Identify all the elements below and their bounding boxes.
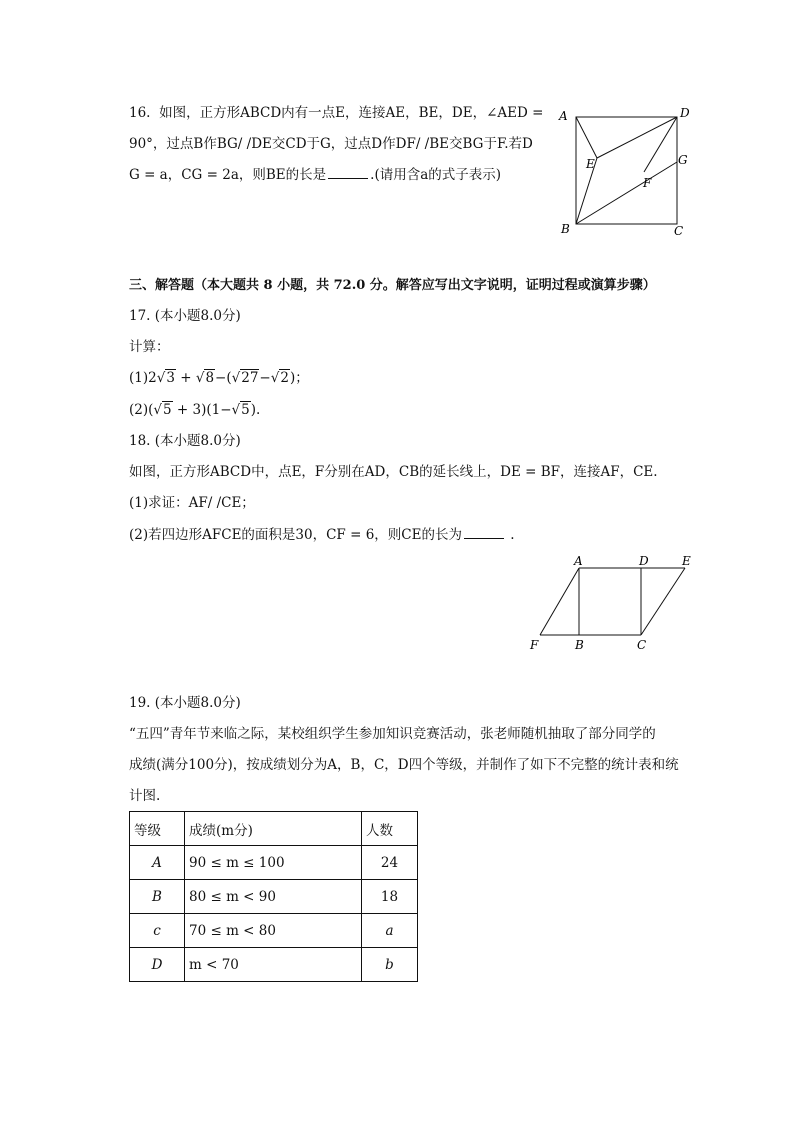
cell-grade: B	[130, 880, 185, 914]
table-row	[130, 914, 418, 948]
label-d: D	[639, 554, 649, 568]
cell-grade: A	[130, 846, 185, 880]
q16-line3	[129, 166, 501, 184]
cell-count: 18	[362, 880, 418, 914]
q18-title: 18. (本小题8.0分)	[129, 433, 241, 449]
q17-prompt: 计算：	[129, 339, 170, 355]
cell-grade: D	[130, 948, 185, 982]
label-a: A	[574, 554, 583, 568]
label-f: F	[530, 638, 539, 652]
cell-count: b	[362, 948, 418, 982]
label-f: F	[643, 176, 652, 190]
label-b: B	[561, 222, 570, 236]
section3-heading: 三、解答题（本大题共 8 小题，共 72.0 分。解答应写出文字说明，证明过程或演算步骤）	[129, 278, 656, 293]
q19-title: 19. (本小题8.0分)	[129, 695, 241, 711]
label-e: E	[682, 554, 691, 568]
label-a: A	[559, 109, 568, 123]
q17-part1: (1)2√3 + √8−(√27−√2)；	[129, 370, 309, 386]
segment-bg	[576, 162, 677, 224]
q16-line1	[129, 104, 543, 122]
header-count: 人数	[362, 812, 418, 846]
label-d: D	[680, 106, 690, 120]
label-c: C	[637, 638, 647, 652]
score-table	[129, 811, 418, 982]
q16-text-3b: .(请用含a的式子表示)	[370, 167, 502, 183]
cell-count: 24	[362, 846, 418, 880]
label-b: B	[575, 638, 584, 652]
segment-af	[540, 568, 579, 635]
q16-text-3a: G = a，CG = 2a，则BE的长是	[129, 167, 327, 183]
q16-answer-blank[interactable]	[328, 166, 368, 179]
q18-figure	[527, 552, 697, 652]
header-score: 成绩(m分)	[185, 812, 362, 846]
q17-part2: (2)(√5 + 3)(1−√5).	[129, 402, 261, 418]
cell-score: 90 ≤ m ≤ 100	[185, 846, 362, 880]
table-row	[130, 880, 418, 914]
cell-count: a	[362, 914, 418, 948]
cell-grade: c	[130, 914, 185, 948]
table-row	[130, 948, 418, 982]
q18-part1: (1)求证：AF/ /CE；	[129, 495, 255, 511]
q16-line2: 90°，过点B作BG/ /DE交CD于G，过点D作DF/ /BE交BG于F.若D	[129, 136, 533, 152]
q16-figure	[553, 104, 703, 239]
q16-text-1: 如图，正方形ABCD内有一点E，连接AE，BE，DE，∠AED =	[159, 105, 544, 121]
q16-number: 16.	[129, 105, 151, 121]
segment-ae	[576, 117, 597, 158]
label-e: E	[586, 157, 595, 171]
q19-line3: 计图.	[129, 788, 161, 804]
q19-line2: 成绩(满分100分)，按成绩划分为A，B，C，D四个等级，并制作了如下不完整的统计表和统	[129, 757, 679, 773]
cell-score: m < 70	[185, 948, 362, 982]
q19-line1: “五四”青年节来临之际，某校组织学生参加知识竞赛活动，张老师随机抽取了部分同学的	[129, 726, 656, 742]
cell-score: 80 ≤ m < 90	[185, 880, 362, 914]
q18-line1: 如图，正方形ABCD中，点E，F分别在AD，CB的延长线上，DE = BF，连接AF，CE.	[129, 464, 658, 480]
segment-ec	[641, 568, 685, 635]
q18-part2: (2)若四边形AFCE的面积是30，CF = 6，则CE的长为 .	[129, 527, 515, 543]
q18-answer-blank[interactable]	[464, 526, 504, 539]
table-row	[130, 846, 418, 880]
header-grade: 等级	[130, 812, 185, 846]
label-g: G	[678, 153, 688, 167]
table-header-row	[130, 812, 418, 846]
q17-title: 17. (本小题8.0分)	[129, 308, 241, 324]
label-c: C	[674, 224, 684, 238]
cell-score: 70 ≤ m < 80	[185, 914, 362, 948]
